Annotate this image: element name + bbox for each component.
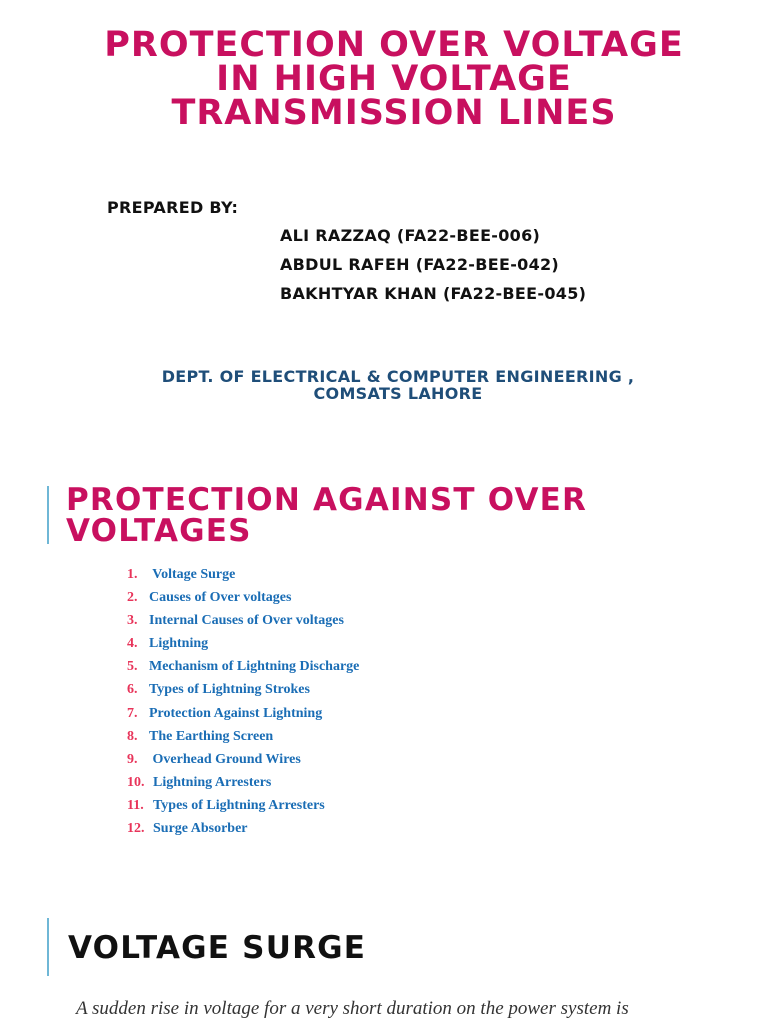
- author-list: [280, 226, 586, 313]
- toc-number: 12.: [127, 821, 145, 837]
- toc-text: Internal Causes of Over voltages: [149, 613, 344, 629]
- toc-text: Protection Against Lightning: [149, 705, 323, 721]
- toc-number: 11.: [127, 797, 144, 813]
- toc-text: Types of Lightning Strokes: [149, 682, 310, 698]
- toc-text: Voltage Surge: [149, 567, 236, 582]
- table-of-contents: [127, 566, 359, 843]
- toc-text: Types of Lightning Arresters: [153, 797, 325, 813]
- title-line-1: PROTECTION OVER VOLTAGE: [104, 25, 684, 65]
- toc-item: [127, 612, 359, 635]
- toc-text: Mechanism of Lightning Discharge: [149, 659, 360, 675]
- toc-item: [127, 751, 359, 774]
- section-accent-bar: [47, 486, 49, 544]
- toc-number: 2.: [127, 590, 138, 606]
- toc-number: 10.: [127, 774, 145, 790]
- voltage-surge-intro: A sudden rise in voltage for a very short duration on the power system is: [76, 998, 629, 1019]
- contents-title-line-2: VOLTAGES: [66, 513, 252, 549]
- toc-text: The Earthing Screen: [149, 728, 274, 744]
- toc-item: [127, 635, 359, 658]
- toc-number: 3.: [127, 613, 138, 629]
- toc-item: [127, 589, 359, 612]
- toc-item: [127, 774, 359, 797]
- toc-item: [127, 681, 359, 704]
- toc-number: 8.: [127, 728, 138, 744]
- toc-text: Lightning Arresters: [153, 774, 272, 790]
- toc-number: 9.: [127, 751, 138, 767]
- title-line-2: IN HIGH VOLTAGE: [216, 59, 572, 99]
- toc-item: [127, 797, 359, 820]
- toc-item: [127, 820, 359, 843]
- toc-item: [127, 658, 359, 681]
- toc-text: Lightning: [149, 636, 209, 652]
- toc-item: [127, 566, 359, 589]
- toc-text: Surge Absorber: [153, 821, 248, 837]
- toc-number: 1.: [127, 567, 138, 582]
- toc-number: 4.: [127, 636, 138, 652]
- toc-item: [127, 728, 359, 751]
- contents-title-line-1: PROTECTION AGAINST OVER: [66, 482, 588, 518]
- document-title: [0, 25, 768, 133]
- toc-number: 5.: [127, 659, 138, 675]
- toc-text: Causes of Over voltages: [149, 590, 292, 606]
- contents-section-title: [66, 482, 588, 549]
- toc-number: 6.: [127, 682, 138, 698]
- department-line-2: COMSATS LAHORE: [313, 384, 483, 403]
- title-line-3: TRANSMISSION LINES: [171, 93, 617, 133]
- prepared-by-label: PREPARED BY:: [107, 198, 239, 217]
- author-item: ABDUL RAFEH (FA22-BEE-042): [280, 255, 560, 274]
- toc-item: [127, 705, 359, 728]
- department-line-1: DEPT. OF ELECTRICAL & COMPUTER ENGINEERING ,: [161, 367, 635, 386]
- section-accent-bar: [47, 918, 49, 976]
- author-item: ALI RAZZAQ (FA22-BEE-006): [280, 226, 541, 245]
- department-name: [0, 368, 768, 402]
- toc-number: 7.: [127, 705, 138, 721]
- author-item: BAKHTYAR KHAN (FA22-BEE-045): [280, 284, 587, 303]
- toc-text: Overhead Ground Wires: [149, 751, 301, 767]
- voltage-surge-title: VOLTAGE SURGE: [68, 930, 367, 966]
